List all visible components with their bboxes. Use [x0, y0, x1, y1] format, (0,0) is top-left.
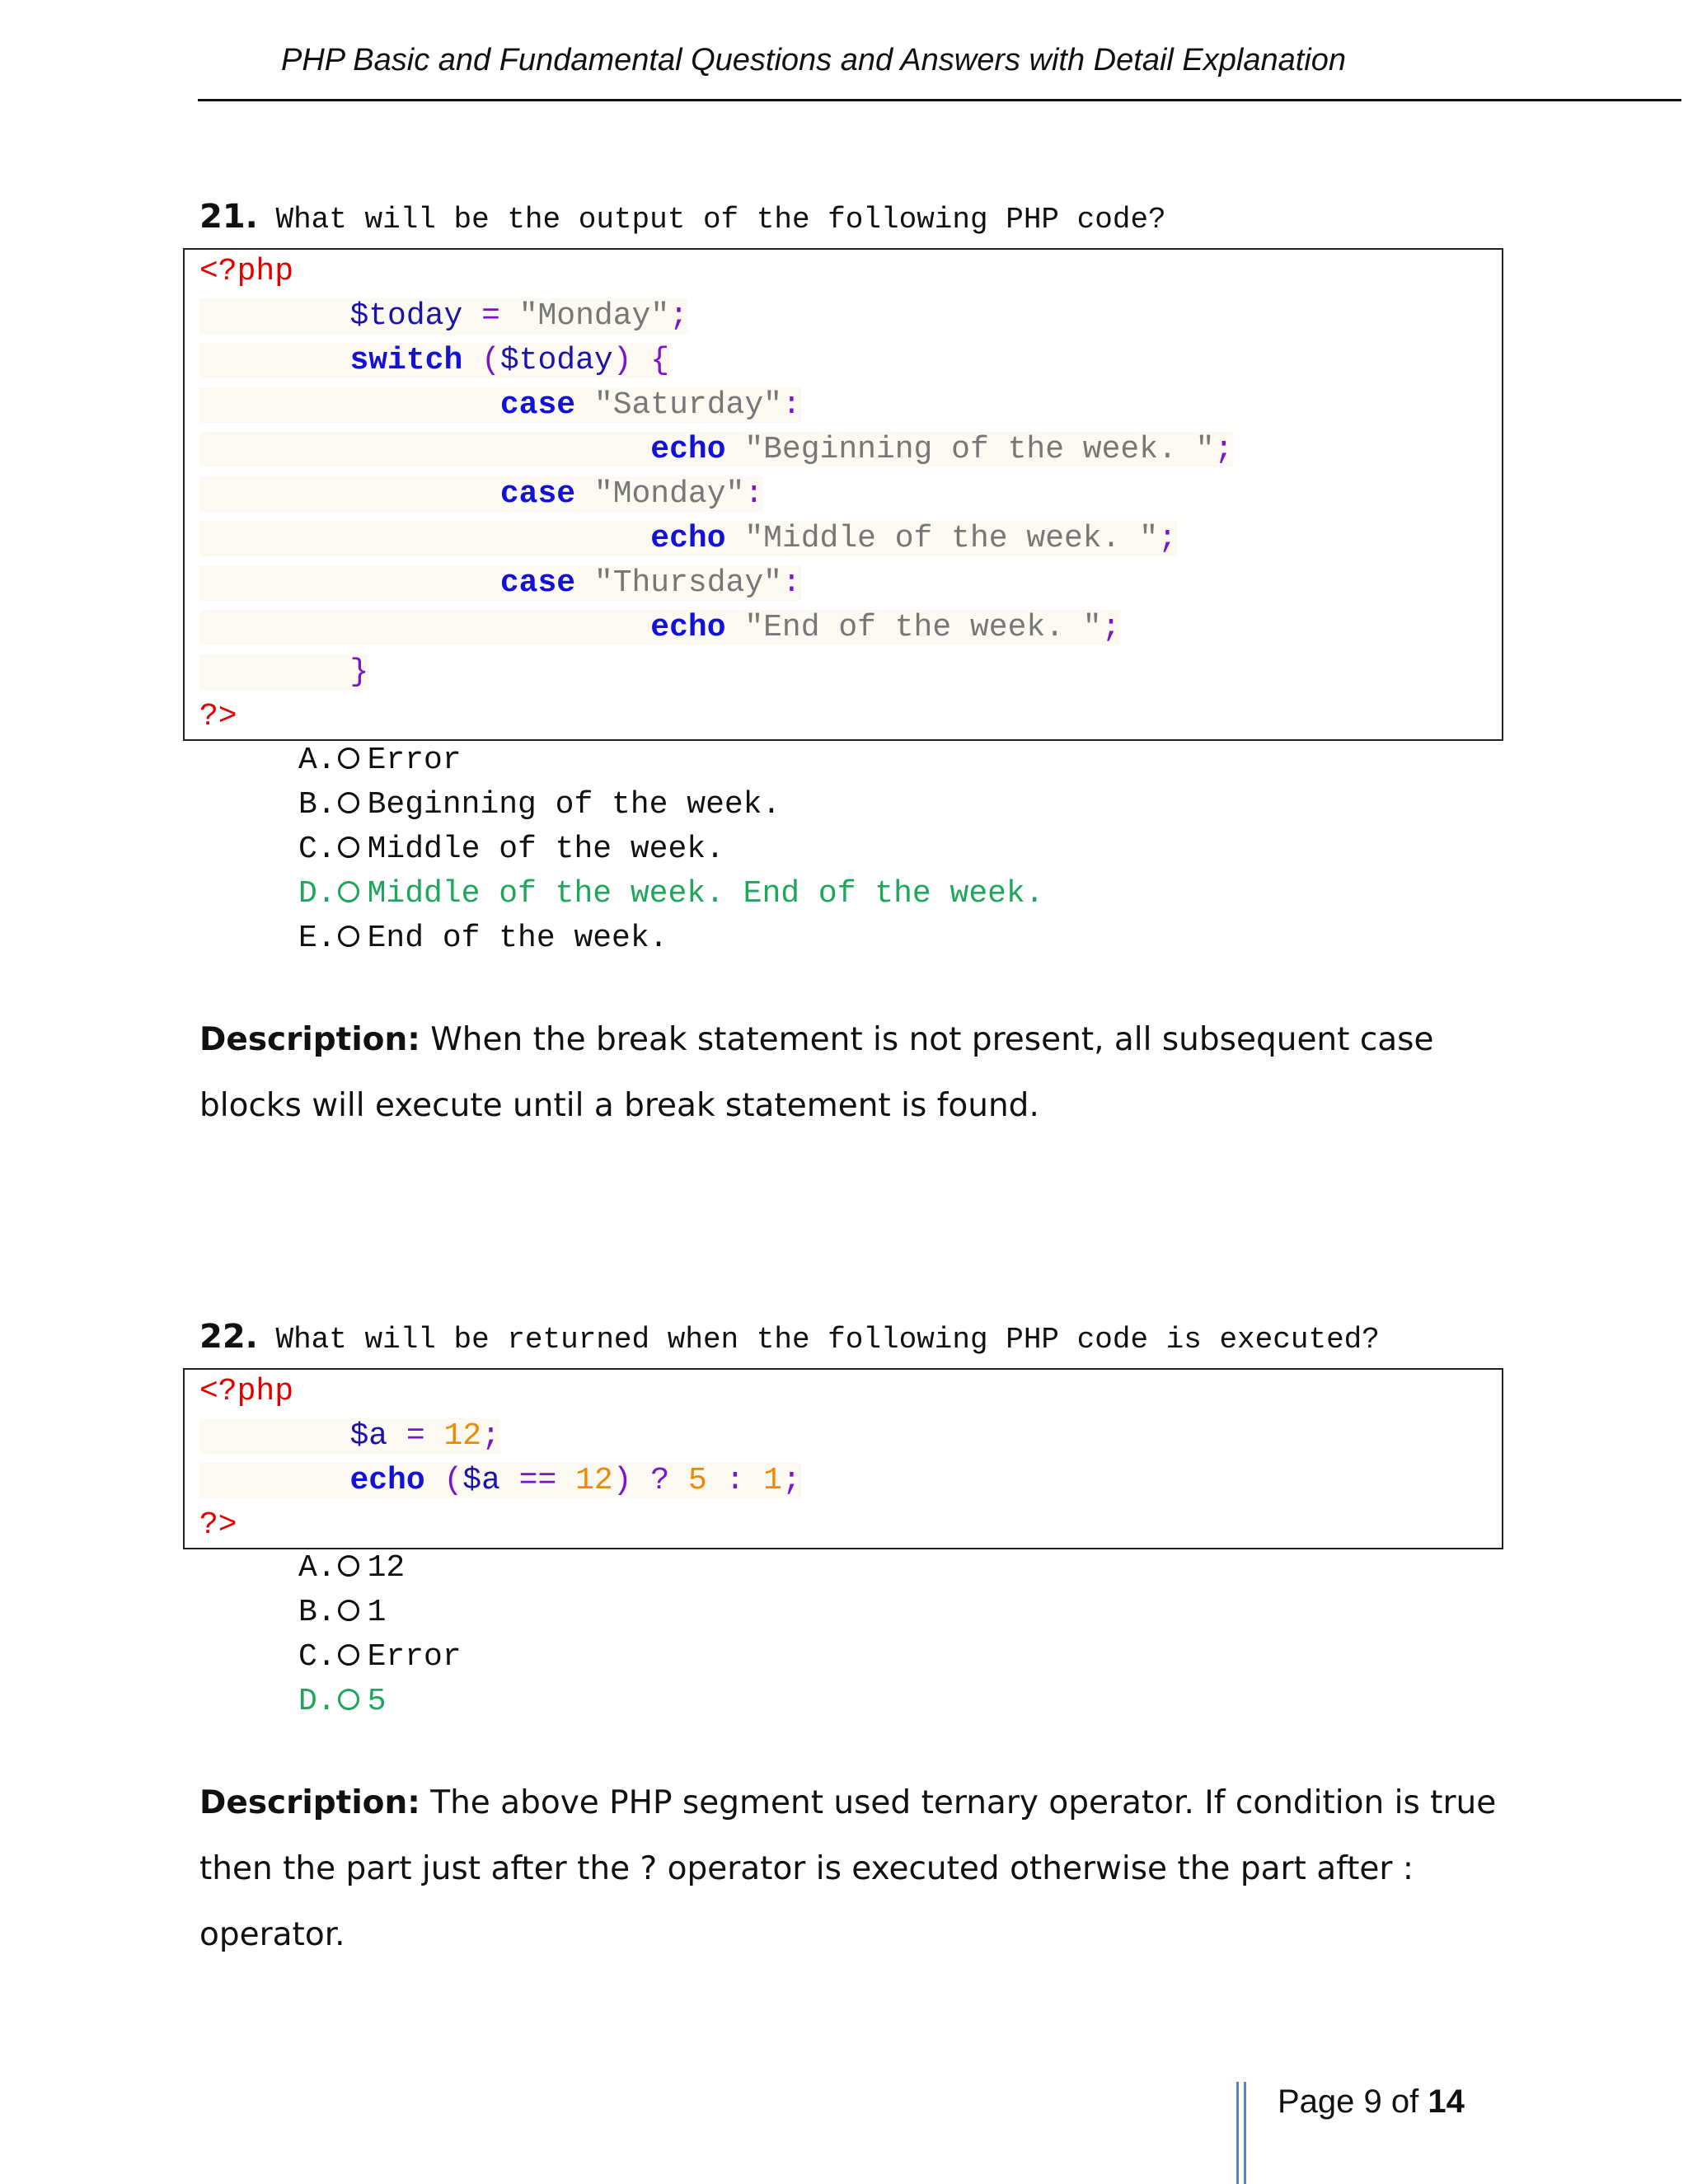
answer-option-d-correct[interactable]: D. Middle of the week. End of the week.: [298, 876, 1044, 912]
code-line: $a = 12;: [199, 1414, 500, 1459]
radio-icon[interactable]: [338, 1689, 359, 1710]
code-block-21: [183, 248, 1503, 741]
radio-icon[interactable]: [338, 881, 359, 902]
radio-icon[interactable]: [338, 1644, 359, 1666]
description-21: [199, 1007, 1502, 1139]
code-line: echo "End of the week. ";: [199, 606, 1120, 650]
footer-page-bar: [1236, 2082, 1246, 2184]
answer-option-d-correct[interactable]: D. 5: [298, 1684, 387, 1719]
radio-icon[interactable]: [338, 837, 359, 858]
description-text: The above PHP segment used ternary operator. If condition is true then the part just after the ? operator is executed otherwise the part after : operator.: [199, 1784, 1497, 1953]
code-line: echo "Middle of the week. ";: [199, 517, 1177, 561]
code-line: <?php: [199, 254, 294, 289]
code-line: switch ($today) {: [199, 339, 669, 383]
description-label: Description:: [199, 1021, 420, 1058]
code-line: $today = "Monday";: [199, 294, 688, 339]
radio-icon[interactable]: [338, 748, 359, 769]
page-number: Page 9 of 14: [1278, 2083, 1465, 2120]
answer-option-c[interactable]: C. Error: [298, 1639, 462, 1675]
answer-option-e[interactable]: E. End of the week.: [298, 921, 668, 956]
description-text: When the break statement is not present, all subsequent case blocks will execute until a break statement is found.: [199, 1021, 1434, 1124]
question-22-title: [199, 1318, 1380, 1357]
question-text: What will be returned when the following PHP code is executed?: [275, 1323, 1380, 1357]
radio-icon[interactable]: [338, 1600, 359, 1621]
answer-option-c[interactable]: C. Middle of the week.: [298, 832, 724, 867]
code-line: echo ($a == 12) ? 5 : 1;: [199, 1459, 801, 1503]
question-21-title: [199, 198, 1166, 237]
radio-icon[interactable]: [338, 1555, 359, 1577]
code-line: <?php: [199, 1374, 294, 1409]
radio-icon[interactable]: [338, 792, 359, 813]
code-line: echo "Beginning of the week. ";: [199, 428, 1233, 472]
question-number: 21.: [199, 198, 258, 236]
question-number: 22.: [199, 1318, 258, 1356]
code-block-22: [183, 1368, 1503, 1549]
code-line: ?>: [199, 1507, 237, 1543]
code-line: ?>: [199, 699, 237, 734]
answer-option-a[interactable]: A. 12: [298, 1550, 406, 1586]
code-line: case "Monday":: [199, 472, 763, 517]
answer-option-a[interactable]: A. Error: [298, 743, 462, 778]
code-line: case "Saturday":: [199, 383, 801, 428]
document-header-title: PHP Basic and Fundamental Questions and Answers with Detail Explanation: [281, 43, 1346, 77]
answer-option-b[interactable]: B. 1: [298, 1595, 387, 1630]
code-line: }: [199, 650, 368, 695]
answer-option-b[interactable]: B. Beginning of the week.: [298, 787, 781, 823]
description-label: Description:: [199, 1784, 420, 1821]
radio-icon[interactable]: [338, 926, 359, 947]
question-text: What will be the output of the following PHP code?: [275, 203, 1166, 237]
code-line: case "Thursday":: [199, 561, 801, 606]
description-22: [199, 1770, 1502, 1968]
header-divider: [198, 99, 1681, 101]
